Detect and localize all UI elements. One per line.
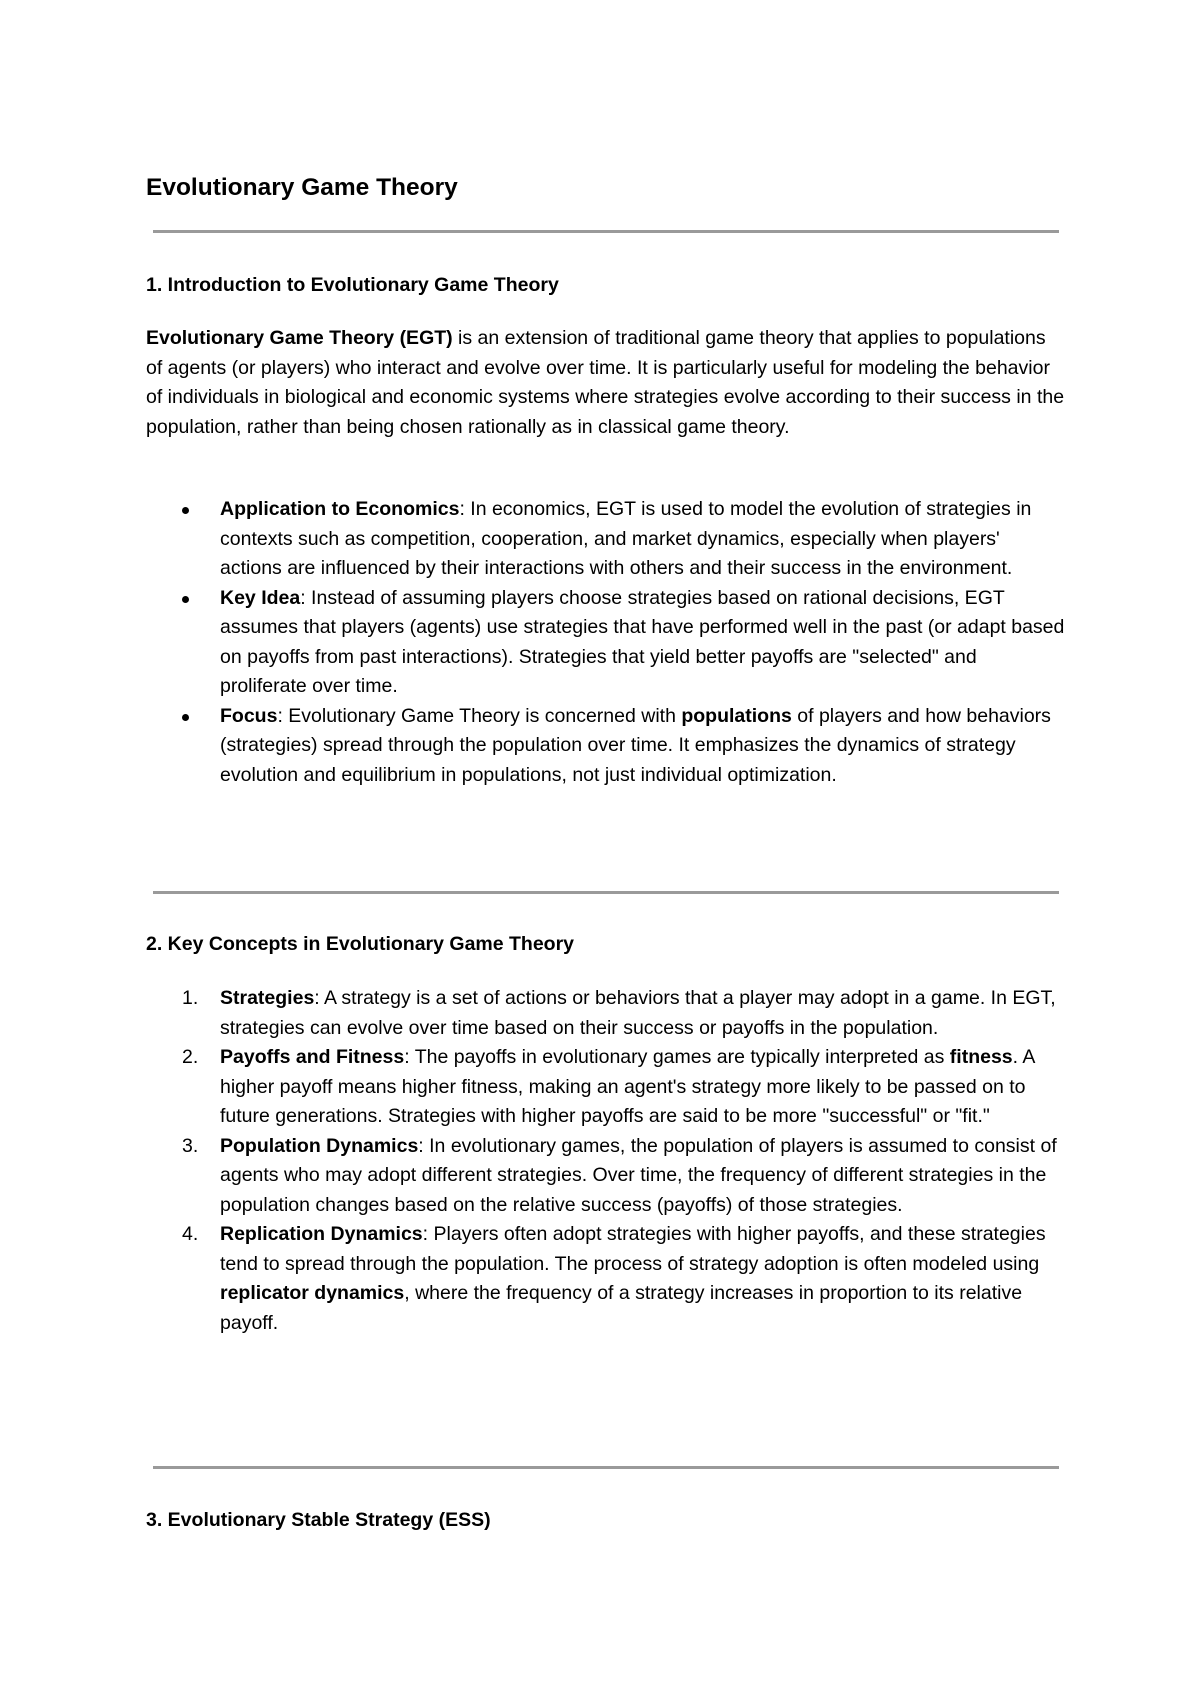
section-1-heading: 1. Introduction to Evolutionary Game Theory <box>146 274 559 296</box>
item-text: : A strategy is a set of actions or behaviors that a player may adopt in a game. In EGT, strategies can evolve over time based on their success or payoffs in the population. <box>220 987 1056 1039</box>
section-1-bullet-list <box>146 495 1066 790</box>
numbered-item-payoffs-fitness <box>146 1043 1066 1132</box>
bullet-term: Focus <box>220 704 278 727</box>
item-text: . A higher payoff means higher fitness, making an agent's strategy more likely to be passed on to future generations. Strategies with higher payoffs are said to be more "successful" or "fit." <box>220 1046 1035 1127</box>
list-number: 4. <box>182 1223 199 1245</box>
intro-bold-term: Evolutionary Game Theory (EGT) <box>146 327 453 349</box>
bullet-dot-icon <box>182 714 189 721</box>
section-3-heading: 3. Evolutionary Stable Strategy (ESS) <box>146 1509 491 1531</box>
bullet-item-application <box>146 495 1066 584</box>
bullet-text: : Evolutionary Game Theory is concerned with <box>277 704 682 727</box>
intro-text: is an extension of traditional game theory that applies to populations of agents (or players) who interact and evolve over time. It is particularly useful for modeling the behavior of individuals in biological and economic systems where strategies evolve according to their success in the population, rather than being chosen rationally as in classical game theory. <box>146 327 1065 438</box>
item-text: : In evolutionary games, the population of players is assumed to consist of agents who may adopt different strategies. Over time, the frequency of different strategies in the population changes based on the relative success (payoffs) of those strategies. <box>220 1134 1057 1216</box>
bullet-bold-word: populations <box>681 704 792 727</box>
bullet-term: Key Idea <box>220 586 301 609</box>
section-2-numbered-list <box>146 984 1066 1338</box>
document-title: Evolutionary Game Theory <box>146 174 458 201</box>
bullet-text: : Instead of assuming players choose strategies based on rational decisions, EGT assumes that players (agents) use strategies that have performed well in the past (or adapt based on payoffs from past interactions). Strategies that yield better payoffs are "selected" and proliferate over time. <box>220 586 1065 697</box>
bullet-item-key-idea <box>146 584 1066 702</box>
item-text: : Players often adopt strategies with higher payoffs, and these strategies tend to spread through the population. The process of strategy adoption is often modeled using <box>220 1223 1046 1275</box>
section-2-heading: 2. Key Concepts in Evolutionary Game Theory <box>146 933 575 955</box>
item-bold-word: replicator dynamics <box>220 1282 405 1304</box>
item-text: : The payoffs in evolutionary games are typically interpreted as <box>404 1046 950 1068</box>
item-bold-word: fitness <box>949 1046 1013 1068</box>
item-text: , where the frequency of a strategy increases in proportion to its relative payoff. <box>220 1282 1023 1334</box>
section-1-intro-paragraph <box>146 324 1066 442</box>
horizontal-divider <box>153 891 1059 894</box>
item-term: Strategies <box>220 987 315 1009</box>
list-number: 1. <box>182 987 199 1009</box>
bullet-term: Application to Economics <box>220 498 460 520</box>
numbered-item-strategies <box>146 984 1066 1043</box>
bullet-dot-icon <box>182 596 189 603</box>
horizontal-divider <box>153 230 1059 233</box>
bullet-item-focus <box>146 702 1066 791</box>
numbered-item-replication-dynamics <box>146 1220 1066 1338</box>
horizontal-divider <box>153 1466 1059 1469</box>
bullet-text: of players and how behaviors (strategies) spread through the population over time. It emphasizes the dynamics of strategy evolution and equilibrium in populations, not just individual optimization. <box>220 704 1051 786</box>
list-number: 3. <box>182 1134 199 1157</box>
item-term: Payoffs and Fitness <box>220 1046 405 1068</box>
bullet-text: : In economics, EGT is used to model the evolution of strategies in contexts such as competition, cooperation, and market dynamics, especially when players' actions are influenced by their interactions with others and their success in the environment. <box>220 498 1032 579</box>
list-number: 2. <box>182 1046 199 1068</box>
item-term: Replication Dynamics <box>220 1223 423 1245</box>
item-term: Population Dynamics <box>220 1134 419 1157</box>
numbered-item-population-dynamics <box>146 1132 1066 1221</box>
bullet-dot-icon <box>182 507 189 514</box>
